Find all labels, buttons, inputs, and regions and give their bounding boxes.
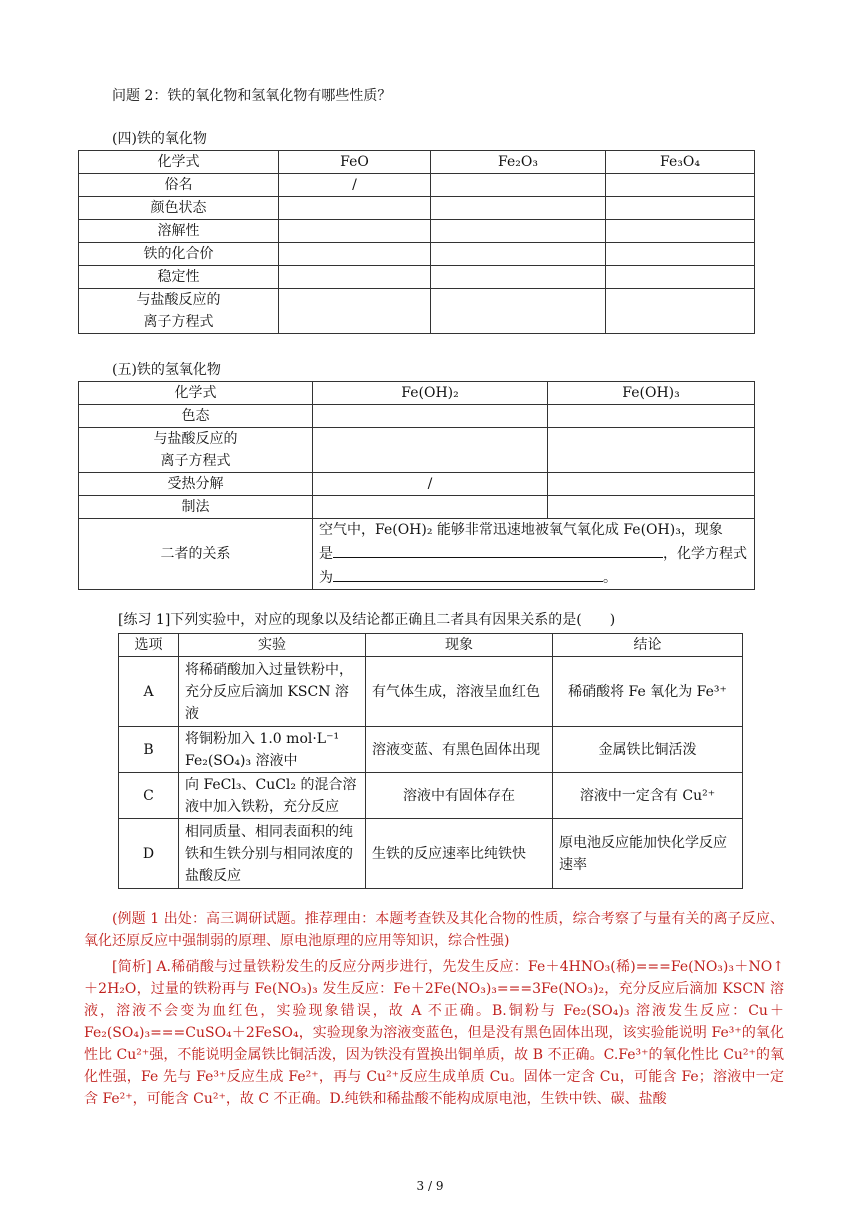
row-label: 溶解性 bbox=[79, 220, 279, 243]
table-row bbox=[79, 243, 755, 266]
header-cell: 现象 bbox=[366, 634, 553, 657]
hydroxides-title: (五)铁的氢氧化物 bbox=[112, 362, 221, 378]
phenomenon-cell: 溶液变蓝、有黑色固体出现 bbox=[366, 727, 553, 773]
experiment-cell: 向 FeCl₃、CuCl₂ 的混合溶液中加入铁粉，充分反应 bbox=[179, 773, 366, 819]
table-row bbox=[79, 289, 755, 334]
table-cell bbox=[279, 266, 431, 289]
table-cell bbox=[431, 243, 606, 266]
table-row bbox=[119, 634, 743, 657]
row-label: 铁的化合价 bbox=[79, 243, 279, 266]
relation-line-2 bbox=[319, 541, 748, 565]
phenomenon-cell: 溶液中有固体存在 bbox=[366, 773, 553, 819]
phenomenon-cell: 有气体生成，溶液呈血红色 bbox=[366, 657, 553, 727]
table-cell bbox=[313, 496, 548, 519]
row-label-line: 与盐酸反应的 bbox=[136, 292, 221, 308]
header-cell: Fe₂O₃ bbox=[431, 151, 606, 174]
row-label bbox=[79, 289, 279, 334]
table-cell bbox=[548, 496, 755, 519]
table-cell bbox=[548, 473, 755, 496]
table-row bbox=[119, 819, 743, 889]
page-number: 3 / 9 bbox=[416, 1179, 444, 1193]
table-cell bbox=[606, 289, 755, 334]
row-label: 制法 bbox=[79, 496, 313, 519]
row-label: 颜色状态 bbox=[79, 197, 279, 220]
oxides-table bbox=[78, 150, 755, 334]
row-label: 俗名 bbox=[79, 174, 279, 197]
experiment-cell: 将稀硝酸加入过量铁粉中，充分反应后滴加 KSCN 溶液 bbox=[179, 657, 366, 727]
relation-text: ，化学方程式 bbox=[663, 546, 747, 562]
blank-phenomenon[interactable] bbox=[333, 541, 663, 558]
relation-cell bbox=[313, 519, 755, 590]
row-label-line: 离子方程式 bbox=[160, 453, 231, 469]
table-cell bbox=[431, 220, 606, 243]
table-row bbox=[119, 727, 743, 773]
conclusion-cell: 原电池反应能加快化学反应速率 bbox=[553, 819, 743, 889]
relation-text: 。 bbox=[603, 570, 617, 586]
table-cell bbox=[431, 266, 606, 289]
table-row bbox=[79, 266, 755, 289]
relation-line-3 bbox=[319, 565, 748, 589]
phenomenon-cell: 生铁的反应速率比纯铁快 bbox=[366, 819, 553, 889]
row-label-line: 与盐酸反应的 bbox=[153, 431, 238, 447]
table-row bbox=[79, 428, 755, 473]
table-row bbox=[79, 519, 755, 590]
table-cell bbox=[313, 428, 548, 473]
table-cell bbox=[279, 243, 431, 266]
table-row bbox=[79, 174, 755, 197]
option-cell: C bbox=[119, 773, 179, 819]
row-label: 稳定性 bbox=[79, 266, 279, 289]
header-cell: 实验 bbox=[179, 634, 366, 657]
table-cell bbox=[431, 289, 606, 334]
table-row bbox=[79, 496, 755, 519]
table-row bbox=[79, 405, 755, 428]
table-cell bbox=[279, 197, 431, 220]
table-cell bbox=[431, 197, 606, 220]
header-cell: 化学式 bbox=[79, 151, 279, 174]
table-cell bbox=[279, 289, 431, 334]
relation-text: 是 bbox=[319, 546, 333, 562]
table-cell bbox=[431, 174, 606, 197]
table-cell: / bbox=[279, 174, 431, 197]
header-cell: 化学式 bbox=[79, 382, 313, 405]
option-cell: B bbox=[119, 727, 179, 773]
row-label-line: 离子方程式 bbox=[143, 314, 214, 330]
relation-text: 为 bbox=[319, 570, 333, 586]
table-row bbox=[79, 197, 755, 220]
table-cell bbox=[606, 174, 755, 197]
table-row bbox=[79, 151, 755, 174]
experiment-cell: 将铜粉加入 1.0 mol·L⁻¹ Fe₂(SO₄)₃ 溶液中 bbox=[179, 727, 366, 773]
table-cell bbox=[606, 197, 755, 220]
table-row bbox=[79, 220, 755, 243]
table-cell bbox=[313, 405, 548, 428]
table-cell bbox=[548, 405, 755, 428]
table-cell bbox=[606, 266, 755, 289]
row-label: 受热分解 bbox=[79, 473, 313, 496]
option-cell: A bbox=[119, 657, 179, 727]
conclusion-cell: 溶液中一定含有 Cu²⁺ bbox=[553, 773, 743, 819]
conclusion-cell: 稀硝酸将 Fe 氧化为 Fe³⁺ bbox=[553, 657, 743, 727]
row-label: 色态 bbox=[79, 405, 313, 428]
hydroxides-table bbox=[78, 381, 755, 590]
table-cell: / bbox=[313, 473, 548, 496]
row-label: 二者的关系 bbox=[79, 519, 313, 590]
header-cell: Fe₃O₄ bbox=[606, 151, 755, 174]
source-note: (例题 1 出处：高三调研试题。推荐理由：本题考查铁及其化合物的性质，综合考察了与量有关的离子反应、氧化还原反应中强制弱的原理、原电池原理的应用等知识，综合性强) bbox=[84, 911, 784, 949]
question-heading: 问题 2：铁的氧化物和氢氧化物有哪些性质？ bbox=[112, 88, 392, 104]
table-row bbox=[79, 382, 755, 405]
experiment-cell: 相同质量、相同表面积的纯铁和生铁分别与相同浓度的盐酸反应 bbox=[179, 819, 366, 889]
header-cell: 选项 bbox=[119, 634, 179, 657]
row-label bbox=[79, 428, 313, 473]
header-cell: Fe(OH)₂ bbox=[313, 382, 548, 405]
header-cell: Fe(OH)₃ bbox=[548, 382, 755, 405]
table-row bbox=[119, 773, 743, 819]
header-cell: FeO bbox=[279, 151, 431, 174]
analysis-text: [简析] A.稀硝酸与过量铁粉发生的反应分两步进行，先发生反应：Fe＋4HNO₃(稀)===Fe(NO₃)₃＋NO↑＋2H₂O，过量的铁粉再与 Fe(NO₃)₃ 发生反应：Fe＋2Fe(NO₃)₃===3Fe(NO₃)₂，充分反应后滴加 KSCN 溶液，溶液不会变为血红色，实验现象错误，故 A 不正确。B.铜粉与 Fe₂(SO₄)₃ 溶液发生反应：Cu＋Fe₂(SO₄)₃===CuSO₄＋2FeSO₄，实验现象为溶液变蓝色，但是没有黑色固体出现，该实验能说明 Fe³⁺的氧化性比 Cu²⁺强，不能说明金属铁比铜活泼，因为铁没有置换出铜单质，故 B 不正确。C.Fe³⁺的氧化性比 Cu²⁺的氧化性强，Fe 先与 Fe³⁺反应生成 Fe²⁺，再与 Cu²⁺反应生成单质 Cu。固体一定含 Cu，可能含 Fe；溶液中一定含 Fe²⁺，可能含 Cu²⁺，故 C 不正确。D.纯铁和稀盐酸不能构成原电池，生铁中铁、碳、盐酸 bbox=[84, 959, 784, 1107]
table-row bbox=[79, 473, 755, 496]
exercise-title: [练习 1]下列实验中，对应的现象以及结论都正确且二者具有因果关系的是( ) bbox=[118, 612, 616, 628]
relation-line-1: 空气中，Fe(OH)₂ 能够非常迅速地被氧气氧化成 Fe(OH)₃，现象 bbox=[319, 522, 723, 538]
table-cell bbox=[606, 220, 755, 243]
oxides-title: (四)铁的氧化物 bbox=[112, 131, 207, 147]
option-cell: D bbox=[119, 819, 179, 889]
conclusion-cell: 金属铁比铜活泼 bbox=[553, 727, 743, 773]
header-cell: 结论 bbox=[553, 634, 743, 657]
table-cell bbox=[548, 428, 755, 473]
exercise-table bbox=[118, 633, 743, 889]
table-row bbox=[119, 657, 743, 727]
table-cell bbox=[606, 243, 755, 266]
blank-equation[interactable] bbox=[333, 565, 603, 582]
table-cell bbox=[279, 220, 431, 243]
